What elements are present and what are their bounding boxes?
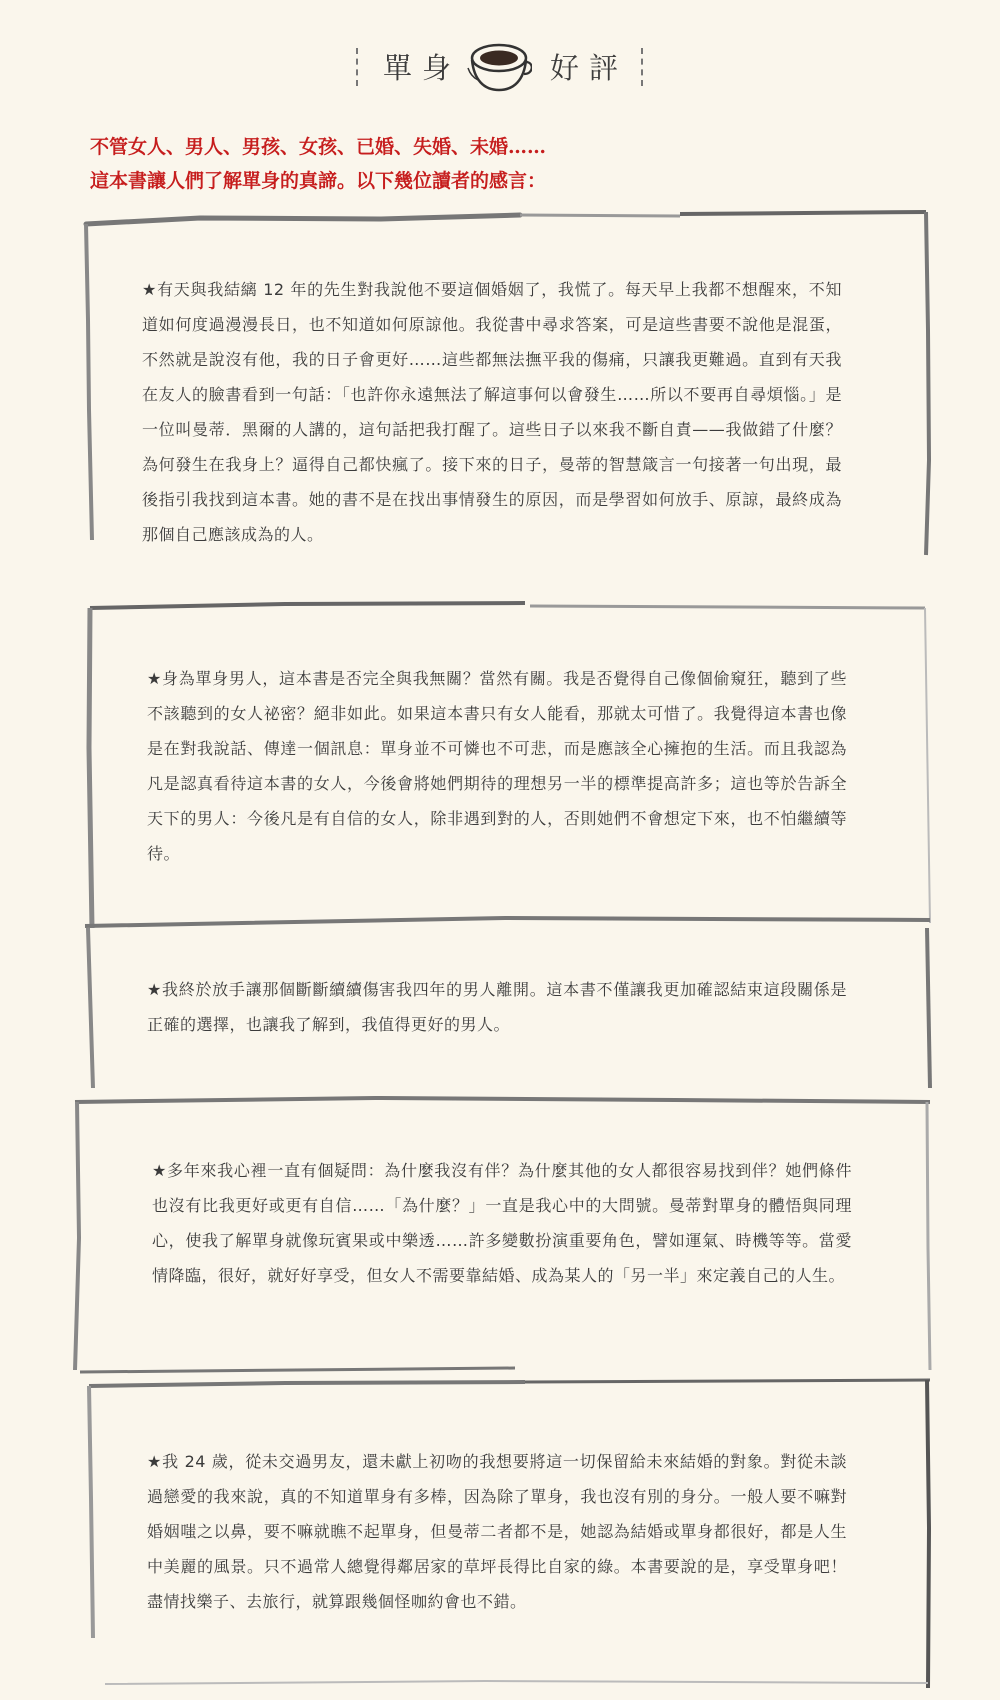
header-title-left: 單身 xyxy=(383,51,462,85)
review-card-2 xyxy=(85,598,930,928)
review-card-3 xyxy=(85,928,930,1088)
review-text: ★身為單身男人，這本書是否完全與我無關？當然有關。我是否覺得自己像個偷窺狂，聽到了些不該聽到的女人祕密？絕非如此。如果這本書只有女人能看，那就太可惜了。我覺得這本書也像是在對我說話、傳達一個訊息：單身並不可憐也不可悲，而是應該全心擁抱的生活。而且我認為凡是認真看待這本書的女人，今後會將她們期待的理想另一半的標準提高許多；這也等於告訴全天下的男人：今後凡是有自信的女人，除非遇到對的人，否則她們不會想定下來，也不怕繼續等待。 xyxy=(147,669,847,863)
header-title-right: 好評 xyxy=(550,51,629,85)
review-card-5 xyxy=(85,1378,930,1693)
review-text: ★我 24 歲，從未交過男友，還未獻上初吻的我想要將這一切保留給未來結婚的對象。對從未談過戀愛的我來說，真的不知道單身有多棒，因為除了單身，我也沒有別的身分。一般人要不嘛對婚姻嗤之以鼻，要不嘛就瞧不起單身，但曼蒂二者都不是，她認為結婚或單身都很好，都是人生中美麗的風景。只不過常人總覺得鄰居家的草坪長得比自家的綠。本書要說的是，享受單身吧！盡情找樂子、去旅行，就算跟幾個怪咖約會也不錯。 xyxy=(147,1452,847,1611)
dashed-divider-right xyxy=(641,48,643,86)
coffee-cup-icon xyxy=(466,38,532,94)
intro-line-2: 這本書讓人們了解單身的真諦。以下幾位讀者的感言： xyxy=(90,170,547,192)
dashed-divider-left xyxy=(356,48,358,86)
review-text: ★有天與我結縭 12 年的先生對我說他不要這個婚姻了，我慌了。每天早上我都不想醒來，不知道如何度過漫漫長日，也不知道如何原諒他。我從書中尋求答案，可是這些書要不說他是混蛋，不然就是說沒有他，我的日子會更好……這些都無法撫平我的傷痛，只讓我更難過。直到有天我在友人的臉書看到一句話：「也許你永遠無法了解這事何以會發生……所以不要再自尋煩惱。」是一位叫曼蒂．黑爾的人講的，這句話把我打醒了。這些日子以來我不斷自責——我做錯了什麼？為何發生在我身上？逼得自己都快瘋了。接下來的日子，曼蒂的智慧箴言一句接著一句出現，最後指引我找到這本書。她的書不是在找出事情發生的原因，而是學習如何放手、原諒，最終成為那個自己應該成為的人。 xyxy=(142,280,842,544)
review-card-1 xyxy=(80,210,930,580)
page-header xyxy=(0,38,1000,98)
review-card-4 xyxy=(75,1098,930,1378)
review-text: ★我終於放手讓那個斷斷續續傷害我四年的男人離開。這本書不僅讓我更加確認結束這段關係是正確的選擇，也讓我了解到，我值得更好的男人。 xyxy=(147,980,847,1034)
intro-block xyxy=(90,130,910,198)
intro-line-1: 不管女人、男人、男孩、女孩、已婚、失婚、未婚…… xyxy=(90,136,547,158)
review-text: ★多年來我心裡一直有個疑問：為什麼我沒有伴？為什麼其他的女人都很容易找到伴？她們條件也沒有比我更好或更有自信……「為什麼？」一直是我心中的大問號。曼蒂對單身的體悟與同理心，使我了解單身就像玩賓果或中樂透……許多變數扮演重要角色，譬如運氣、時機等等。當愛情降臨，很好，就好好享受，但女人不需要靠結婚、成為某人的「另一半」來定義自己的人生。 xyxy=(152,1161,852,1285)
